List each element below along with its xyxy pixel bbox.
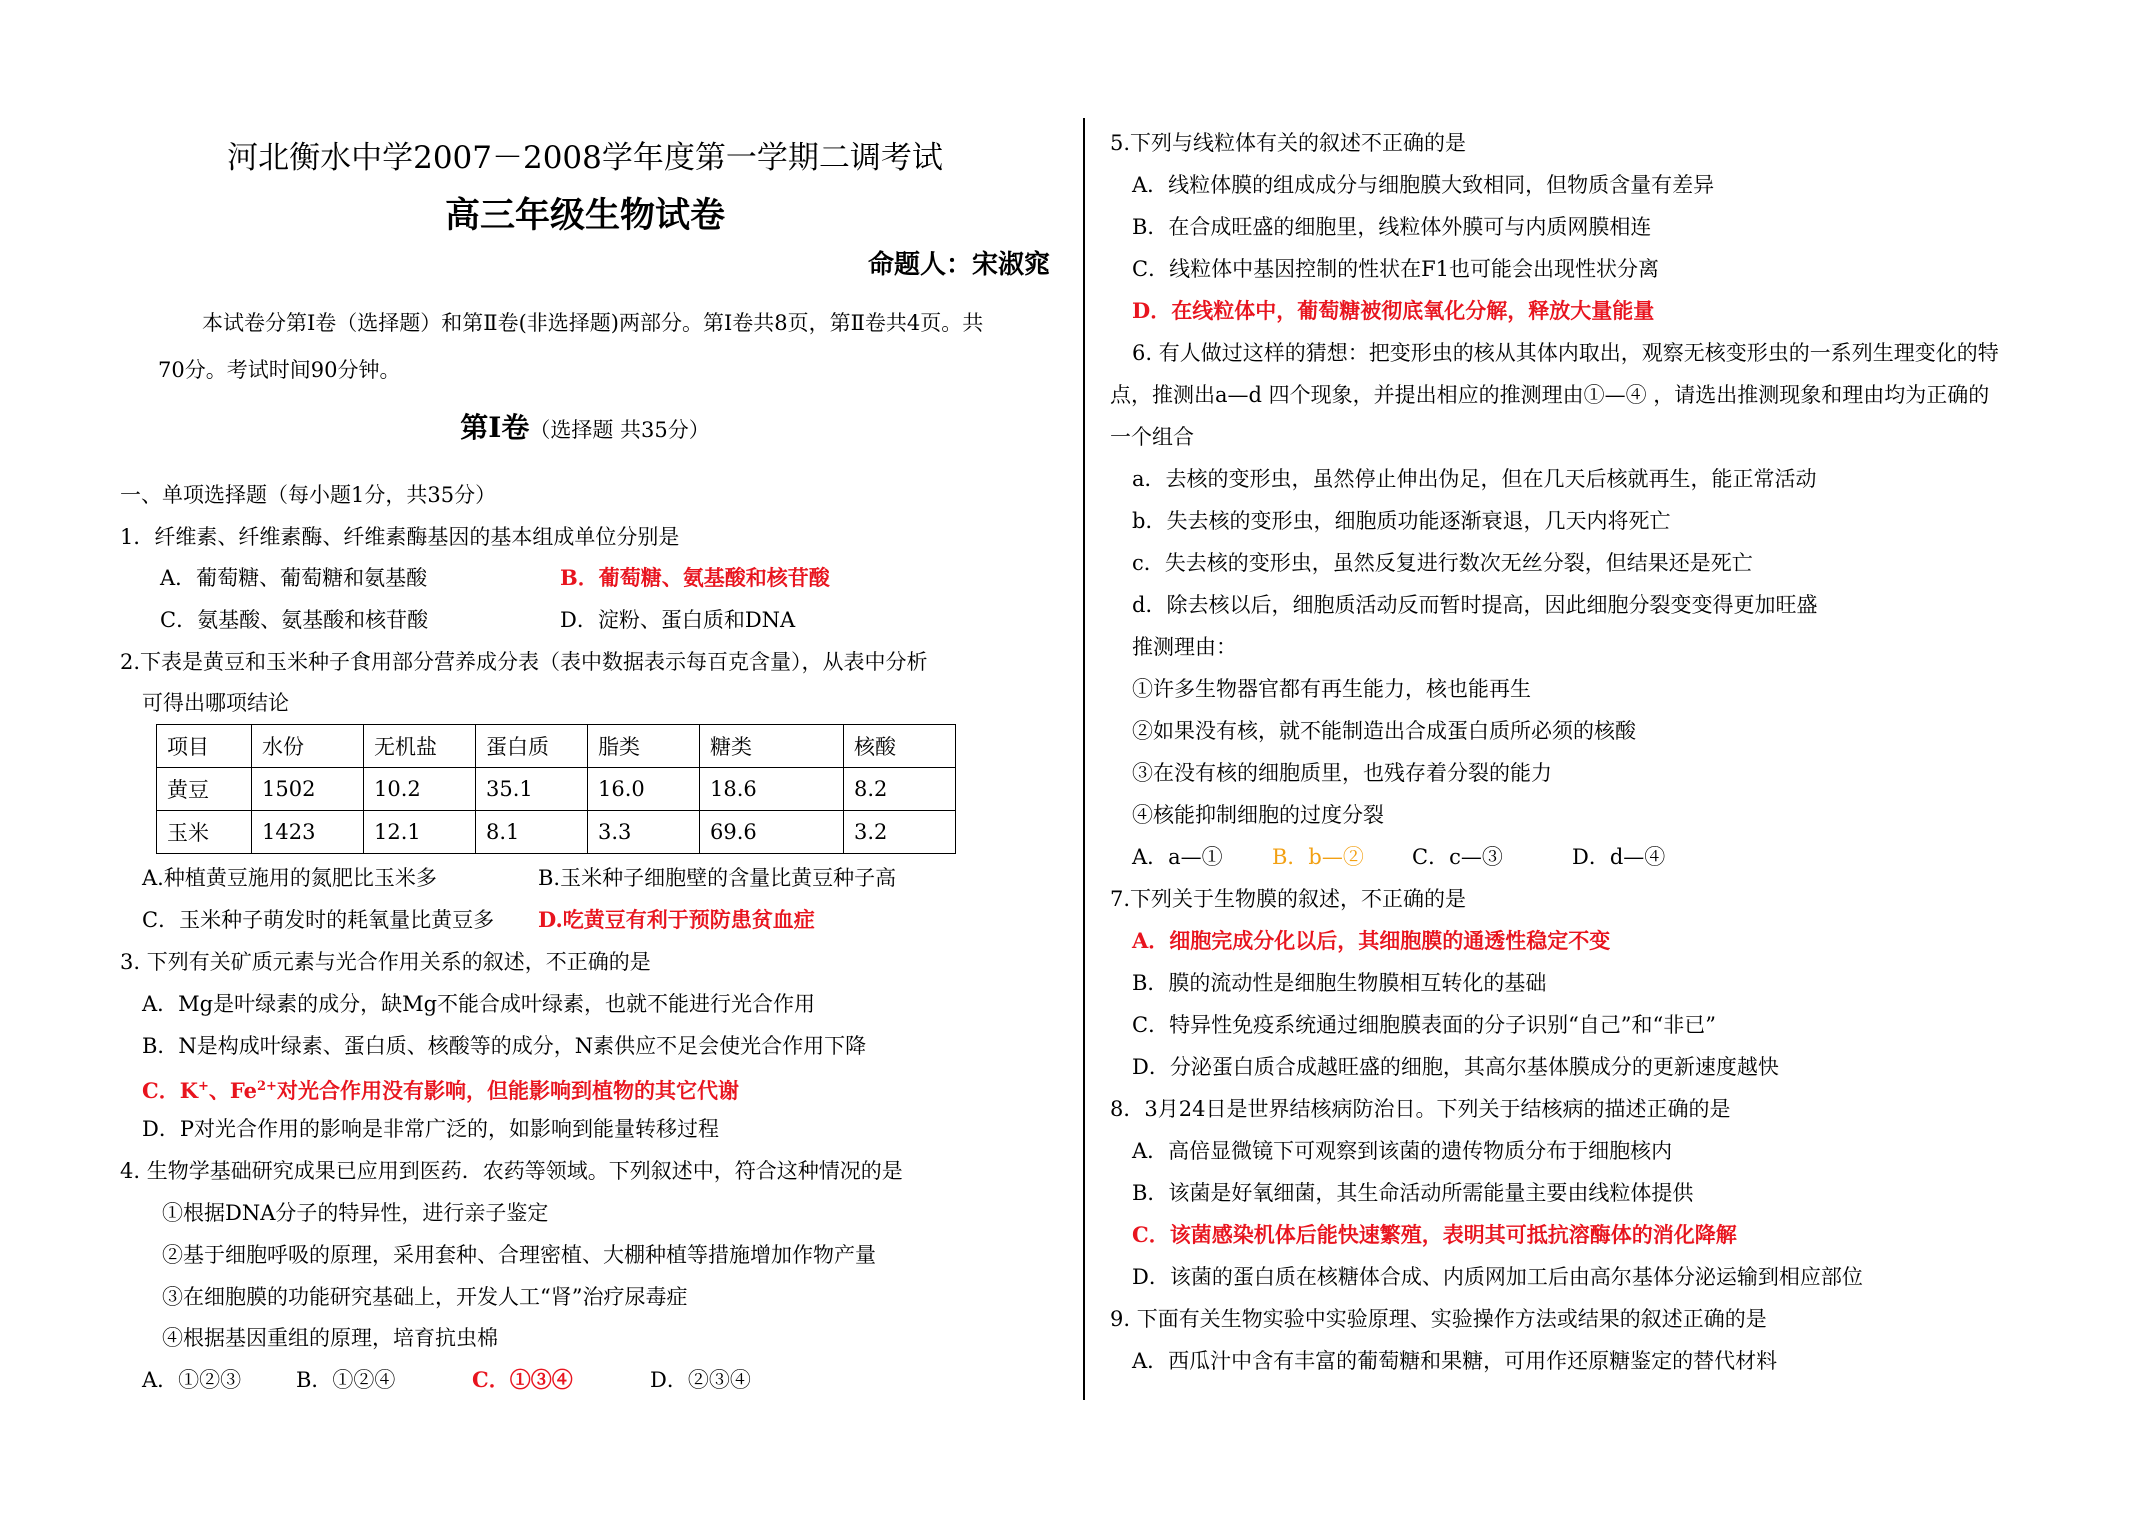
- q2-option-a: A.种植黄豆施用的氮肥比玉米多: [142, 866, 437, 890]
- table-header-cell: 核酸: [844, 725, 956, 768]
- q2-option-c: C．玉米种子萌发时的耗氧量比黄豆多: [142, 908, 495, 932]
- table-header-cell: 蛋白质: [476, 725, 588, 768]
- q6-stem-1: 6. 有人做过这样的猜想：把变形虫的核从其体内取出，观察无核变形虫的一系列生理变化的特: [1132, 341, 1999, 365]
- q6-reason-2: ②如果没有核，就不能制造出合成蛋白质所必须的核酸: [1132, 719, 1636, 743]
- table-cell: 3.3: [588, 811, 700, 854]
- q7-option-c: C．特异性免疫系统通过细胞膜表面的分子识别“自己”和“非已”: [1132, 1013, 1717, 1037]
- section-main: 第Ⅰ卷: [460, 411, 530, 444]
- q3-option-b: B．N是构成叶绿素、蛋白质、核酸等的成分，N素供应不足会使光合作用下降: [142, 1034, 867, 1058]
- q5-option-a: A．线粒体膜的组成成分与细胞膜大致相同，但物质含量有差异: [1132, 173, 1715, 197]
- q6-phenomenon-a: a．去核的变形虫，虽然停止伸出伪足，但在几天后核就再生，能正常活动: [1132, 467, 1817, 491]
- q3-c-sup2: 2+: [257, 1079, 277, 1094]
- q1-option-d: D．淀粉、蛋白质和DNA: [560, 608, 796, 632]
- q6-phenomenon-d: d．除去核以后，细胞质活动反而暂时提高，因此细胞分裂变变得更加旺盛: [1132, 593, 1818, 617]
- author-line: 命题人：宋淑窕: [867, 250, 1050, 280]
- table-row: [157, 768, 956, 811]
- q3-c-post: 对光合作用没有影响，但能影响到植物的其它代谢: [276, 1078, 739, 1103]
- q5-stem: 5.下列与线粒体有关的叙述不正确的是: [1110, 131, 1467, 155]
- q8-option-a: A．高倍显微镜下可观察到该菌的遗传物质分布于细胞核内: [1132, 1139, 1673, 1163]
- q2-option-d: D.吃黄豆有利于预防患贫血症: [538, 907, 815, 932]
- q4-item-4: ④根据基因重组的原理，培育抗虫棉: [162, 1326, 498, 1350]
- table-header-cell: 脂类: [588, 725, 700, 768]
- q6-phenomenon-b: b．失去核的变形虫，细胞质功能逐渐衰退，几天内将死亡: [1132, 509, 1671, 533]
- q2-stem-1: 2.下表是黄豆和玉米种子食用部分营养成分表（表中数据表示每百克含量），从表中分析: [120, 650, 928, 674]
- table-cell: 玉米: [157, 811, 252, 854]
- q5-option-d: D．在线粒体中，葡萄糖被彻底氧化分解，释放大量能量: [1132, 298, 1655, 323]
- q1-option-a: A．葡萄糖、葡萄糖和氨基酸: [160, 566, 428, 590]
- q8-stem: 8．3月24日是世界结核病防治日。下列关于结核病的描述正确的是: [1110, 1097, 1731, 1121]
- q5-option-c: C．线粒体中基因控制的性状在F1也可能会出现性状分离: [1132, 257, 1659, 281]
- q9-stem: 9. 下面有关生物实验中实验原理、实验操作方法或结果的叙述正确的是: [1110, 1307, 1767, 1331]
- q3-option-d: D．P对光合作用的影响是非常广泛的，如影响到能量转移过程: [142, 1117, 719, 1141]
- q8-option-b: B．该菌是好氧细菌，其生命活动所需能量主要由线粒体提供: [1132, 1181, 1694, 1205]
- q4-item-2: ②基于细胞呼吸的原理，采用套种、合理密植、大棚种植等措施增加作物产量: [162, 1243, 876, 1267]
- table-row: [157, 811, 956, 854]
- q6-phenomenon-c: c．失去核的变形虫，虽然反复进行数次无丝分裂，但结果还是死亡: [1132, 551, 1753, 575]
- q9-option-a: A．西瓜汁中含有丰富的葡萄糖和果糖，可用作还原糖鉴定的替代材料: [1132, 1349, 1778, 1373]
- table-cell: 16.0: [588, 768, 700, 811]
- q3-c-sup1: +: [197, 1079, 209, 1094]
- q8-option-d: D．该菌的蛋白质在核糖体合成、内质网加工后由高尔基体分泌运输到相应部位: [1132, 1265, 1863, 1289]
- section-sub: （选择题 共35分）: [529, 418, 710, 442]
- section-heading: [120, 406, 1050, 446]
- intro-line-1: 本试卷分第Ⅰ卷（选择题）和第Ⅱ卷(非选择题)两部分。第Ⅰ卷共8页，第Ⅱ卷共4页。共: [202, 311, 984, 335]
- table-cell: 8.1: [476, 811, 588, 854]
- q6-stem-2: 点，推测出a—d 四个现象，并提出相应的推测理由①—④ ，请选出推测现象和理由均为正确的: [1110, 383, 1990, 407]
- q6-reason-3: ③在没有核的细胞质里，也残存着分裂的能力: [1132, 761, 1552, 785]
- table-cell: 10.2: [364, 768, 476, 811]
- q6-option-d: D．d—④: [1572, 845, 1666, 869]
- q6-reason-label: 推测理由：: [1132, 635, 1237, 659]
- exam-subtitle: 高三年级生物试卷: [444, 195, 725, 236]
- q7-option-b: B．膜的流动性是细胞生物膜相互转化的基础: [1132, 971, 1547, 995]
- q2-stem-2: 可得出哪项结论: [142, 691, 289, 715]
- q1-option-b: B．葡萄糖、氨基酸和核苷酸: [560, 565, 830, 590]
- q4-option-b: B．①②④: [296, 1368, 396, 1392]
- q2-option-b: B.玉米种子细胞壁的含量比黄豆种子高: [538, 866, 897, 890]
- q3-c-mid: 、Fe: [208, 1078, 257, 1103]
- part-heading: 一、单项选择题（每小题1分，共35分）: [120, 483, 497, 507]
- table-cell: 8.2: [844, 768, 956, 811]
- q4-option-a: A．①②③: [142, 1368, 242, 1392]
- table-cell: 1502: [252, 768, 364, 811]
- q3-stem: 3. 下列有关矿质元素与光合作用关系的叙述，不正确的是: [120, 950, 651, 974]
- table-header-cell: 糖类: [700, 725, 844, 768]
- q7-option-d: D．分泌蛋白质合成越旺盛的细胞，其高尔基体膜成分的更新速度越快: [1132, 1055, 1779, 1079]
- q4-stem: 4. 生物学基础研究成果已应用到医药．农药等领域。下列叙述中，符合这种情况的是: [120, 1159, 903, 1183]
- q4-option-c: C．①③④: [472, 1367, 573, 1392]
- table-cell: 3.2: [844, 811, 956, 854]
- table-cell: 黄豆: [157, 768, 252, 811]
- q1-stem: 1．纤维素、纤维素酶、纤维素酶基因的基本组成单位分别是: [120, 525, 680, 549]
- q3-option-a: A．Mg是叶绿素的成分，缺Mg不能合成叶绿素，也就不能进行光合作用: [142, 992, 816, 1016]
- q6-option-a: A．a—①: [1132, 845, 1223, 869]
- q3-option-c: [142, 1072, 739, 1106]
- q3-c-pre: C．K: [142, 1078, 198, 1103]
- q6-stem-3: 一个组合: [1110, 425, 1194, 449]
- column-divider: [1083, 118, 1085, 1400]
- table-cell: 18.6: [700, 768, 844, 811]
- intro-line-2: 70分。考试时间90分钟。: [158, 358, 401, 382]
- q4-item-3: ③在细胞膜的功能研究基础上，开发人工“肾”治疗尿毒症: [162, 1285, 688, 1309]
- table-header-cell: 无机盐: [364, 725, 476, 768]
- q7-option-a: A．细胞完成分化以后，其细胞膜的通透性稳定不变: [1132, 928, 1611, 953]
- q6-option-c: C．c—③: [1412, 845, 1503, 869]
- q7-stem: 7.下列关于生物膜的叙述，不正确的是: [1110, 887, 1467, 911]
- q8-option-c: C．该菌感染机体后能快速繁殖，表明其可抵抗溶酶体的消化降解: [1132, 1222, 1737, 1247]
- table-cell: 69.6: [700, 811, 844, 854]
- q4-item-1: ①根据DNA分子的特异性，进行亲子鉴定: [162, 1201, 549, 1225]
- table-header-cell: 水份: [252, 725, 364, 768]
- table-header-row: [157, 725, 956, 768]
- nutrition-table: [156, 724, 956, 854]
- q6-reason-1: ①许多生物器官都有再生能力，核也能再生: [1132, 677, 1531, 701]
- table-header-cell: 项目: [157, 725, 252, 768]
- q4-option-d: D．②③④: [650, 1368, 751, 1392]
- table-cell: 35.1: [476, 768, 588, 811]
- q5-option-b: B．在合成旺盛的细胞里，线粒体外膜可与内质网膜相连: [1132, 215, 1652, 239]
- q6-option-b: B．b—②: [1272, 845, 1364, 869]
- table-cell: 1423: [252, 811, 364, 854]
- q6-reason-4: ④核能抑制细胞的过度分裂: [1132, 803, 1384, 827]
- exam-title: 河北衡水中学2007－2008学年度第一学期二调考试: [227, 140, 943, 176]
- table-cell: 12.1: [364, 811, 476, 854]
- q1-option-c: C．氨基酸、氨基酸和核苷酸: [160, 608, 429, 632]
